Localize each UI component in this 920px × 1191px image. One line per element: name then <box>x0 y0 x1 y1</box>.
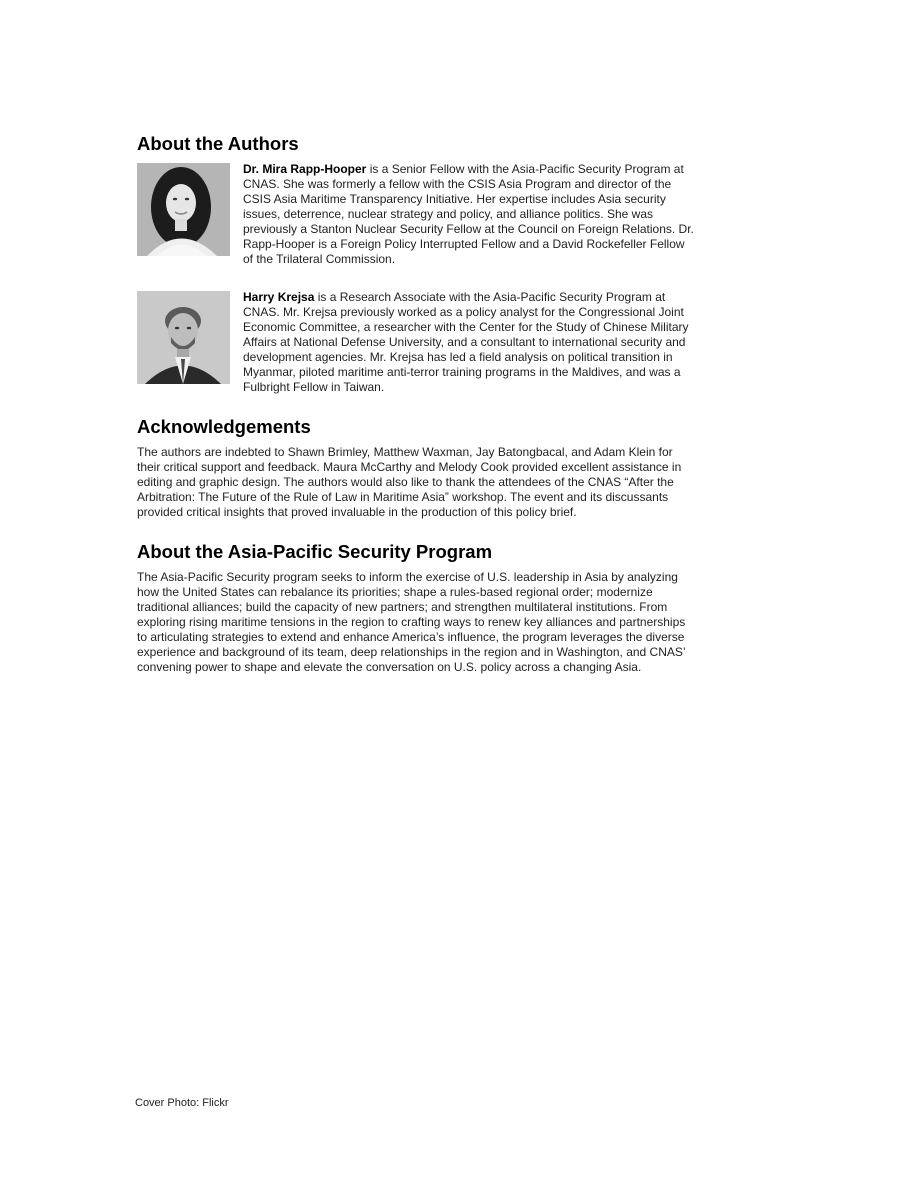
portrait-woman-image <box>137 163 230 256</box>
author-bio-rapp-hooper <box>243 162 697 267</box>
portrait-man-image <box>137 291 230 384</box>
author-bio-krejsa <box>243 290 697 395</box>
acknowledgements-heading: Acknowledgements <box>137 416 311 437</box>
author-bio-text: is a Research Associate with the Asia-Pacific Security Program at CNAS. Mr. Krejsa previously worked as a policy analyst for the Congressional Joint Economic Committee, a researcher with the Center for the Study of Chinese Military Affairs at National Defense University, and a consultant to international security and development agencies. Mr. Krejsa has led a field analysis on political transition in Myanmar, piloted maritime anti-terror training programs in the Maldives, and was a Fulbright Fellow in Taiwan. <box>243 290 689 394</box>
author-photo-krejsa <box>137 291 230 384</box>
author-entry-krejsa <box>137 290 697 395</box>
acknowledgements-body: The authors are indebted to Shawn Brimley, Matthew Waxman, Jay Batongbacal, and Adam Klein for their critical support and feedback. Maura McCarthy and Melody Cook provided excellent assistance in editing and graphic design. The authors would also like to thank the attendees of the CNAS “After the Arbitration: The Future of the Rule of Law in Maritime Asia” workshop. The event and its discussants provided critical insights that proved invaluable in the production of this policy brief. <box>137 445 682 519</box>
about-authors-heading: About the Authors <box>137 133 299 154</box>
author-name-rapp-hooper: Dr. Mira Rapp-Hooper <box>243 162 367 176</box>
program-section <box>137 540 697 675</box>
about-authors-section <box>137 132 697 395</box>
acknowledgements-section <box>137 415 697 520</box>
cover-photo-credit: Cover Photo: Flickr <box>135 1097 229 1109</box>
author-bio-text: is a Senior Fellow with the Asia-Pacific Security Program at CNAS. She was formerly a fellow with the CSIS Asia Program and director of the CSIS Asia Maritime Transparency Initiative. Her expertise includes Asia security issues, deterrence, nuclear strategy and policy, and alliance politics. She was previously a Stanton Nuclear Security Fellow at the Council on Foreign Relations. Dr. Rapp-Hooper is a Foreign Policy Interrupted Fellow and a David Rockefeller Fellow of the Trilateral Commission. <box>243 162 694 266</box>
program-body: The Asia-Pacific Security program seeks to inform the exercise of U.S. leadership in Asia by analyzing how the United States can rebalance its priorities; shape a rules-based regional order; modernize traditional alliances; build the capacity of new partners; and strengthen multilateral institutions. From exploring rising maritime tensions in the region to crafting ways to renew key alliances and partnerships to articulating strategies to extend and enhance America’s influence, the program leverages the diverse experience and background of its team, deep relationships in the region and in Washington, and CNAS’ convening power to shape and elevate the conversation on U.S. policy across a changing Asia. <box>137 570 686 674</box>
author-photo-rapp-hooper <box>137 163 230 256</box>
author-entry-rapp-hooper <box>137 162 697 267</box>
program-heading: About the Asia-Pacific Security Program <box>137 541 493 562</box>
author-name-krejsa: Harry Krejsa <box>243 290 315 304</box>
document-page <box>137 132 697 675</box>
